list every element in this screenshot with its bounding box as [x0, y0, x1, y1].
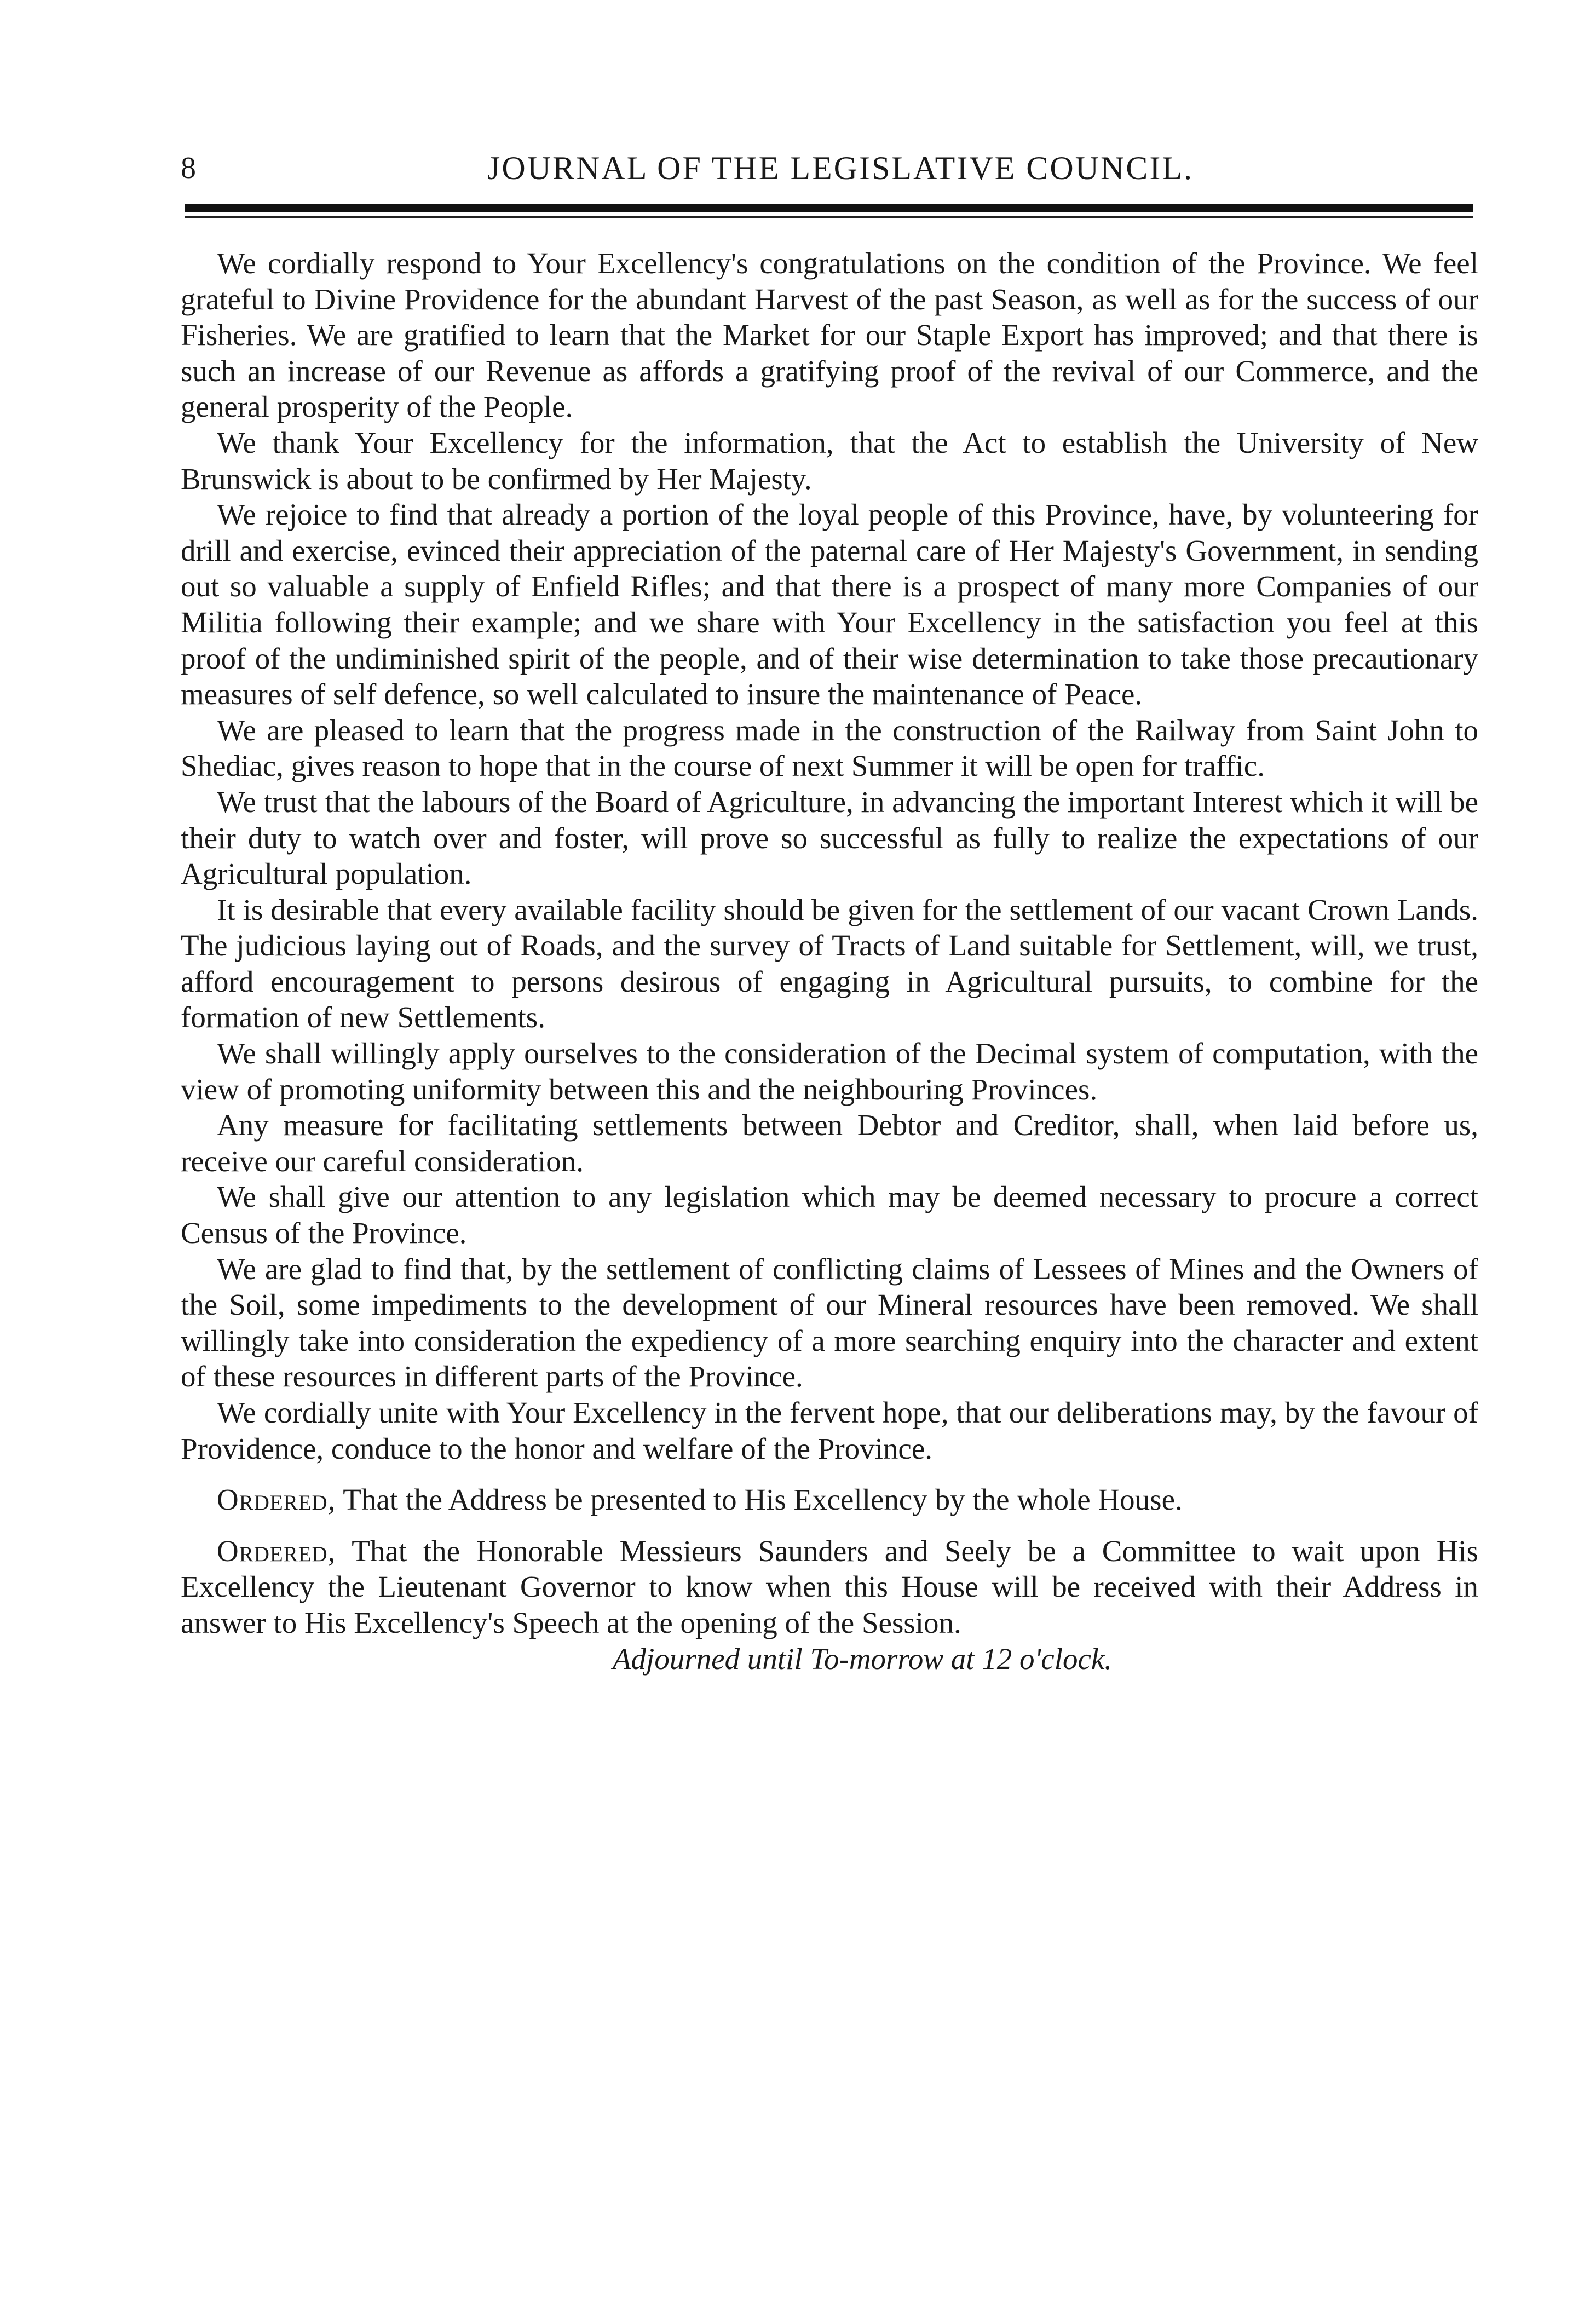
- paragraph: We trust that the labours of the Board of Agriculture, in advancing the important Interest which it will be their duty to watch over and foster, will prove so successful as fully to realize the expectations of our Agricultural population.: [181, 785, 1478, 891]
- paragraph: It is desirable that every available facility should be given for the settlement of our vacant Crown Lands. The judicious laying out of Roads, and the survey of Tracts of Land suitable for Settlement, will, we trust, afford encouragement to persons desirous of engaging in Agricultural pursuits, to combine for the formation of new Settlements.: [181, 893, 1478, 1034]
- order-entry: [181, 1482, 1478, 1518]
- spacer: [181, 1518, 1478, 1533]
- paragraph: We rejoice to find that already a portion of the loyal people of this Province, have, by volunteering for drill and exercise, evinced their appreciation of the paternal care of Her Majesty's Government, in sending out so valuable a supply of Enfield Rifles; and that there is a prospect of many more Companies of our Militia following their example; and we share with Your Excellency in the satisfaction you feel at this proof of the undiminished spirit of the people, and of their wise determination to take those precautionary measures of self defence, so well calculated to insure the maintenance of Peace.: [181, 498, 1478, 711]
- order-entry: [181, 1533, 1478, 1641]
- page-header: [181, 143, 1478, 193]
- paragraph: We thank Your Excellency for the information, that the Act to establish the University of New Brunswick is about to be confirmed by Her Majesty.: [181, 425, 1478, 496]
- paragraph: Any measure for facilitating settlements between Debtor and Creditor, shall, when laid before us, receive our careful consideration.: [181, 1108, 1478, 1178]
- paragraph: We are pleased to learn that the progress made in the construction of the Railway from Saint John to Shediac, gives reason to hope that in the course of next Summer it will be open for traffic.: [181, 713, 1478, 783]
- running-title: JOURNAL OF THE LEGISLATIVE COUNCIL.: [487, 150, 1194, 186]
- paragraph: We cordially respond to Your Excellency's congratulations on the condition of the Province. We feel grateful to Divine Providence for the abundant Harvest of the past Season, as well as for the success of our Fisheries. We are gratified to learn that the Market for our Staple Export has improved; and that there is such an increase of our Revenue as affords a gratifying proof of the revival of our Commerce, and the general prosperity of the People.: [181, 246, 1478, 424]
- paragraph: We shall willingly apply ourselves to the consideration of the Decimal system of computation, with the view of promoting uniformity between this and the neighbouring Provinces.: [181, 1037, 1478, 1106]
- adjournment-note: Adjourned until To-morrow at 12 o'clock.: [612, 1642, 1113, 1676]
- body-text: [181, 245, 1478, 1677]
- order-lead: Ordered,: [217, 1534, 336, 1568]
- spacer: [181, 1466, 1478, 1482]
- header-rule-thin: [185, 216, 1473, 218]
- order-lead: Ordered,: [217, 1483, 336, 1517]
- paragraph: We cordially unite with Your Excellency in the fervent hope, that our deliberations may, by the favour of Providence, conduce to the honor and welfare of the Province.: [181, 1396, 1478, 1465]
- header-rule-thick: [185, 204, 1473, 212]
- page-number: 8: [181, 151, 196, 185]
- paragraph: We shall give our attention to any legislation which may be deemed necessary to procure a correct Census of the Province.: [181, 1180, 1478, 1250]
- order-text: That the Honorable Messieurs Saunders and Seely be a Committee to wait upon His Excellency the Lieutenant Governor to know when this House will be received with their Address in answer to His Excellency's Speech at the opening of the Session.: [181, 1534, 1478, 1639]
- paragraph: We are glad to find that, by the settlement of conflicting claims of Lessees of Mines and the Owners of the Soil, some impediments to the development of our Mineral resources have been removed. We shall willingly take into consideration the expediency of a more searching enquiry into the character and extent of these resources in different parts of the Province.: [181, 1252, 1478, 1394]
- order-text: That the Address be presented to His Excellency by the whole House.: [343, 1483, 1183, 1517]
